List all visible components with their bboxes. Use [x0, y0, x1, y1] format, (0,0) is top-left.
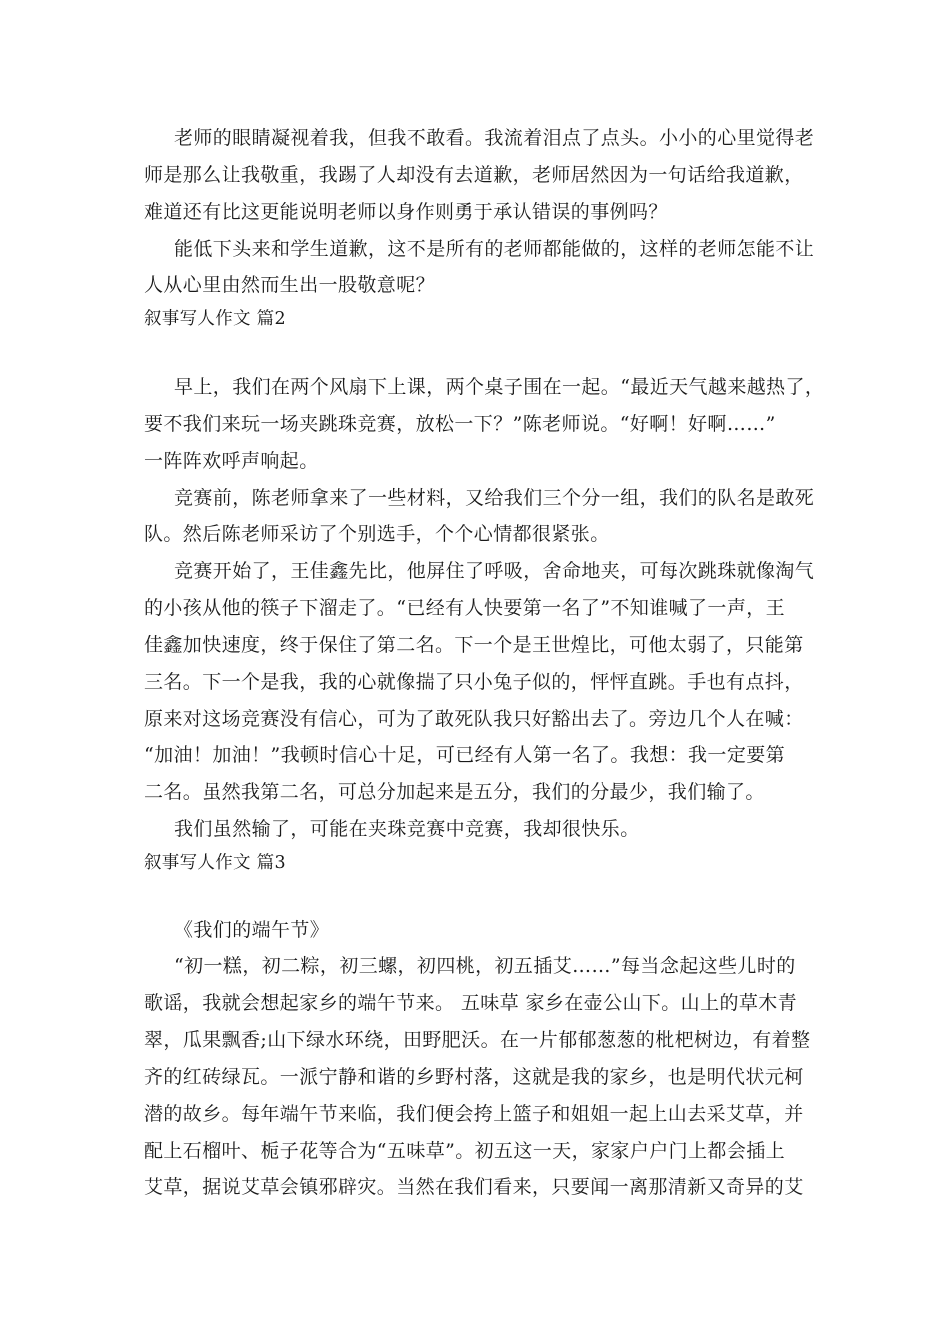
text-line: 我们虽然输了，可能在夹珠竞赛中竞赛，我却很快乐。	[174, 818, 640, 840]
text-line: 佳鑫加快速度，终于保住了第二名。下一个是王世煌比，可他太弱了，只能第	[144, 634, 804, 656]
text-line: 翠，瓜果飘香;山下绿水环绕，田野肥沃。在一片郁郁葱葱的枇杷树边，有着整	[144, 1029, 811, 1051]
text-line: 配上石榴叶、栀子花等合为“五味草”。初五这一天，家家户户门上都会插上	[144, 1140, 786, 1162]
text-line: 师是那么让我敬重，我踢了人却没有去道歉，老师居然因为一句话给我道歉，	[144, 164, 804, 186]
text-line: 二名。虽然我第二名，可总分加起来是五分，我们的分最少，我们输了。	[144, 781, 765, 803]
text-line: 竞赛前，陈老师拿来了一些材料，又给我们三个分一组，我们的队名是敢死	[174, 487, 815, 509]
text-line: 难道还有比这更能说明老师以身作则勇于承认错误的事例吗？	[144, 201, 668, 223]
essay-title: 《我们的端午节》	[174, 919, 330, 941]
text-line: 人从心里由然而生出一股敬意呢？	[144, 274, 436, 296]
text-line: 三名。下一个是我，我的心就像揣了只小兔子似的，怦怦直跳。手也有点抖，	[144, 671, 804, 693]
text-line: 歌谣，我就会想起家乡的端午节来。 五味草 家乡在壶公山下。山上的草木青	[144, 992, 798, 1014]
text-line: 队。然后陈老师采访了个别选手，个个心情都很紧张。	[144, 523, 610, 545]
text-line: 早上，我们在两个风扇下上课，两个桌子围在一起。“最近天气越来越热了，	[174, 376, 825, 398]
text-line: 一阵阵欢呼声响起。	[144, 450, 319, 472]
text-line: 齐的红砖绿瓦。一派宁静和谐的乡野村落，这就是我的家乡，也是明代状元柯	[144, 1066, 804, 1088]
section-heading: 叙事写人作文 篇2	[144, 309, 286, 329]
text-line: 艾草，据说艾草会镇邪辟灾。当然在我们看来，只要闻一离那清新又奇异的艾	[144, 1176, 804, 1198]
text-line: “加油！加油！”我顿时信心十足，可已经有人第一名了。我想：我一定要第	[144, 744, 786, 766]
text-line: 竞赛开始了，王佳鑫先比，他屏住了呼吸，舍命地夹，可每次跳珠就像淘气	[174, 560, 815, 582]
text-line: 能低下头来和学生道歉，这不是所有的老师都能做的，这样的老师怎能不让	[174, 238, 815, 260]
text-line: 的小孩从他的筷子下溜走了。“已经有人快要第一名了”不知谁喊了一声，王	[144, 597, 786, 619]
text-line: 老师的眼睛凝视着我，但我不敢看。我流着泪点了点头。小小的心里觉得老	[174, 127, 815, 149]
text-line: 潜的故乡。每年端午节来临，我们便会挎上篮子和姐姐一起上山去采艾草，并	[144, 1103, 804, 1125]
section-heading: 叙事写人作文 篇3	[144, 853, 286, 873]
text-line: 原来对这场竞赛没有信心，可为了敢死队我只好豁出去了。旁边几个人在喊：	[144, 708, 804, 730]
text-line: 要不我们来玩一场夹跳珠竞赛，放松一下？”陈老师说。“好啊！好啊……”	[144, 413, 776, 435]
text-line: “初一糕，初二粽，初三螺，初四桃，初五插艾……”每当念起这些儿时的	[174, 955, 796, 977]
